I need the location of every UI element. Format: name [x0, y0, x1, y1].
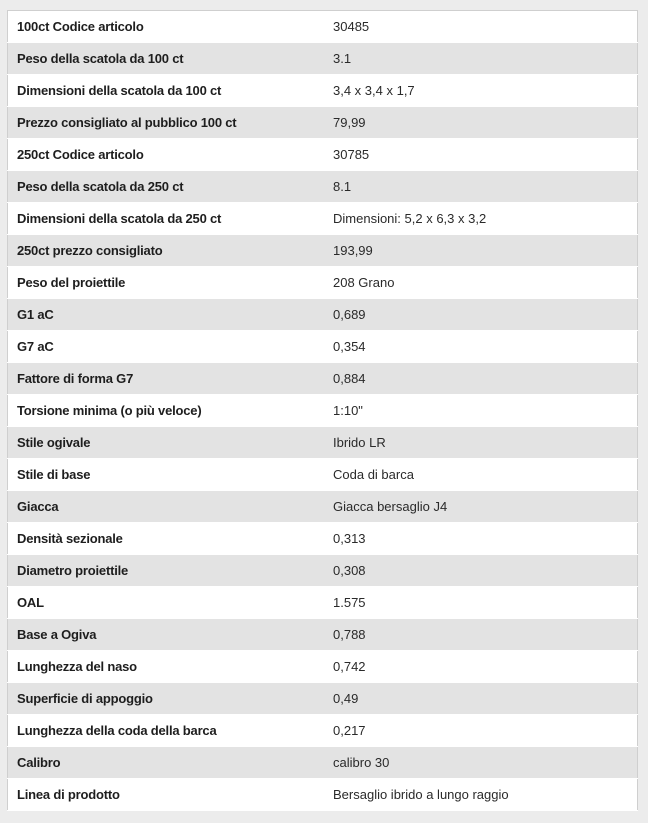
spec-row [8, 651, 638, 683]
spec-row [8, 171, 638, 203]
spec-value: Dimensioni: 5,2 x 6,3 x 3,2 [333, 203, 638, 235]
spec-row [8, 235, 638, 267]
spec-label: Dimensioni della scatola da 250 ct [8, 203, 334, 235]
spec-label: Peso della scatola da 100 ct [8, 43, 334, 75]
spec-row [8, 491, 638, 523]
spec-label: 100ct Codice articolo [8, 11, 334, 43]
spec-value: 0,313 [333, 523, 638, 555]
spec-row [8, 203, 638, 235]
spec-label: Diametro proiettile [8, 555, 334, 587]
spec-label: Torsione minima (o più veloce) [8, 395, 334, 427]
spec-value: 0,217 [333, 715, 638, 747]
spec-label: 250ct prezzo consigliato [8, 235, 334, 267]
spec-row [8, 363, 638, 395]
spec-label: Linea di prodotto [8, 779, 334, 811]
spec-label: Prezzo consigliato al pubblico 100 ct [8, 107, 334, 139]
spec-value: 1:10" [333, 395, 638, 427]
spec-row [8, 619, 638, 651]
spec-row [8, 555, 638, 587]
spec-value: 0,884 [333, 363, 638, 395]
spec-value: Bersaglio ibrido a lungo raggio [333, 779, 638, 811]
spec-label: 250ct Codice articolo [8, 139, 334, 171]
spec-label: G7 aC [8, 331, 334, 363]
spec-value: 0,689 [333, 299, 638, 331]
spec-row [8, 523, 638, 555]
spec-value: 8.1 [333, 171, 638, 203]
spec-label: OAL [8, 587, 334, 619]
spec-row [8, 395, 638, 427]
spec-row [8, 459, 638, 491]
spec-label: Superficie di appoggio [8, 683, 334, 715]
spec-value: 0,742 [333, 651, 638, 683]
spec-value: 0,308 [333, 555, 638, 587]
spec-value: 30485 [333, 11, 638, 43]
spec-label: Peso del proiettile [8, 267, 334, 299]
spec-row [8, 299, 638, 331]
spec-label: Lunghezza della coda della barca [8, 715, 334, 747]
spec-value: 0,354 [333, 331, 638, 363]
spec-label: Giacca [8, 491, 334, 523]
spec-label: Densità sezionale [8, 523, 334, 555]
spec-value: calibro 30 [333, 747, 638, 779]
spec-value: 3.1 [333, 43, 638, 75]
spec-label: Fattore di forma G7 [8, 363, 334, 395]
spec-value: 30785 [333, 139, 638, 171]
spec-row [8, 43, 638, 75]
spec-value: 79,99 [333, 107, 638, 139]
spec-value: 0,49 [333, 683, 638, 715]
spec-label: Base a Ogiva [8, 619, 334, 651]
spec-label: Lunghezza del naso [8, 651, 334, 683]
spec-value: Giacca bersaglio J4 [333, 491, 638, 523]
spec-row [8, 11, 638, 43]
spec-row [8, 427, 638, 459]
specifications-body [8, 11, 638, 811]
spec-row [8, 683, 638, 715]
spec-label: Peso della scatola da 250 ct [8, 171, 334, 203]
spec-row [8, 75, 638, 107]
spec-row [8, 107, 638, 139]
spec-label: Calibro [8, 747, 334, 779]
spec-label: Stile di base [8, 459, 334, 491]
spec-value: 3,4 x 3,4 x 1,7 [333, 75, 638, 107]
spec-value: Ibrido LR [333, 427, 638, 459]
spec-row [8, 331, 638, 363]
spec-row [8, 139, 638, 171]
spec-label: Dimensioni della scatola da 100 ct [8, 75, 334, 107]
spec-value: Coda di barca [333, 459, 638, 491]
spec-value: 0,788 [333, 619, 638, 651]
spec-label: Stile ogivale [8, 427, 334, 459]
spec-label: G1 aC [8, 299, 334, 331]
spec-value: 193,99 [333, 235, 638, 267]
spec-row [8, 715, 638, 747]
spec-row [8, 747, 638, 779]
specifications-table [7, 10, 638, 811]
spec-value: 1.575 [333, 587, 638, 619]
spec-value: 208 Grano [333, 267, 638, 299]
spec-row [8, 587, 638, 619]
spec-row [8, 779, 638, 811]
spec-row [8, 267, 638, 299]
